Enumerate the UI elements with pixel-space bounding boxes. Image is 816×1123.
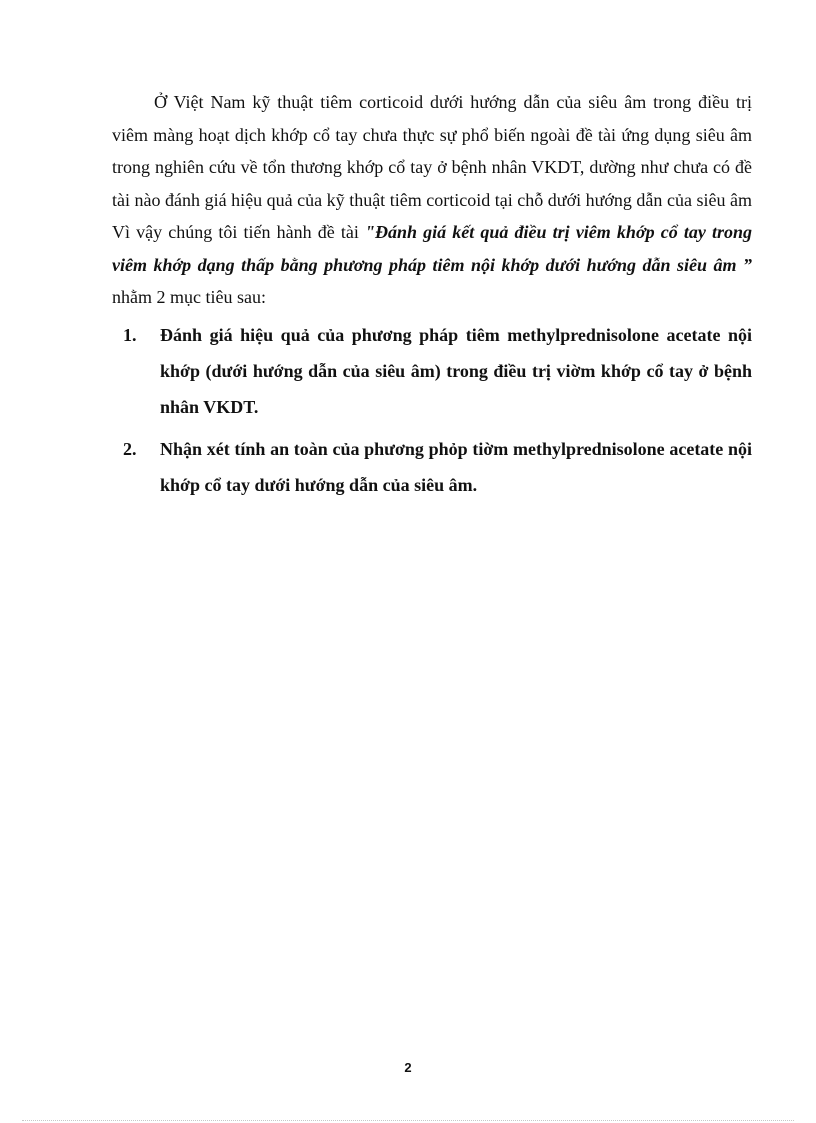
objective-text: Đánh giá hiệu quả của phương pháp tiêm methylprednisolone acetate nội khớp (dưới hướng dẫn của siêu âm) trong điều trị viờm khớp cổ tay ở bệnh nhân VKDT. — [160, 325, 752, 417]
objective-text: Nhận xét tính an toàn của phương phỏp tiờm methylprednisolone acetate nội khớp cổ tay dưới hướng dẫn của siêu âm. — [160, 439, 752, 495]
intro-text-after: nhằm 2 mục tiêu sau: — [112, 287, 266, 307]
objectives-list — [112, 317, 752, 509]
objective-number: 1. — [123, 325, 137, 345]
objective-number: 2. — [123, 439, 137, 459]
intro-text-before: Ở Việt Nam kỹ thuật tiêm corticoid dưới hướng dẫn của siêu âm trong điều trị viêm màng hoạt dịch khớp cổ tay chưa thực sự phổ biến ngoài đề tài ứng dụng siêu âm trong nghiên cứu về tổn thương khớp cổ tay ở bệnh nhân VKDT, dường như chưa có đề tài nào đánh giá hiệu quả của kỹ thuật tiêm corticoid tại chỗ dưới hướng dẫn của siêu âm Vì vậy chúng tôi tiến hành đề tài — [112, 92, 752, 242]
footer-divider — [22, 1120, 794, 1121]
intro-paragraph — [112, 86, 752, 314]
objective-item-1 — [112, 317, 752, 425]
objective-item-2 — [112, 431, 752, 503]
study-title: "Đánh giá kết quả điều trị viêm khớp cổ tay trong viêm khớp dạng thấp bằng phương pháp tiêm nội khớp dưới hướng dẫn siêu âm ” — [112, 222, 752, 275]
page-number: 2 — [404, 1060, 412, 1075]
